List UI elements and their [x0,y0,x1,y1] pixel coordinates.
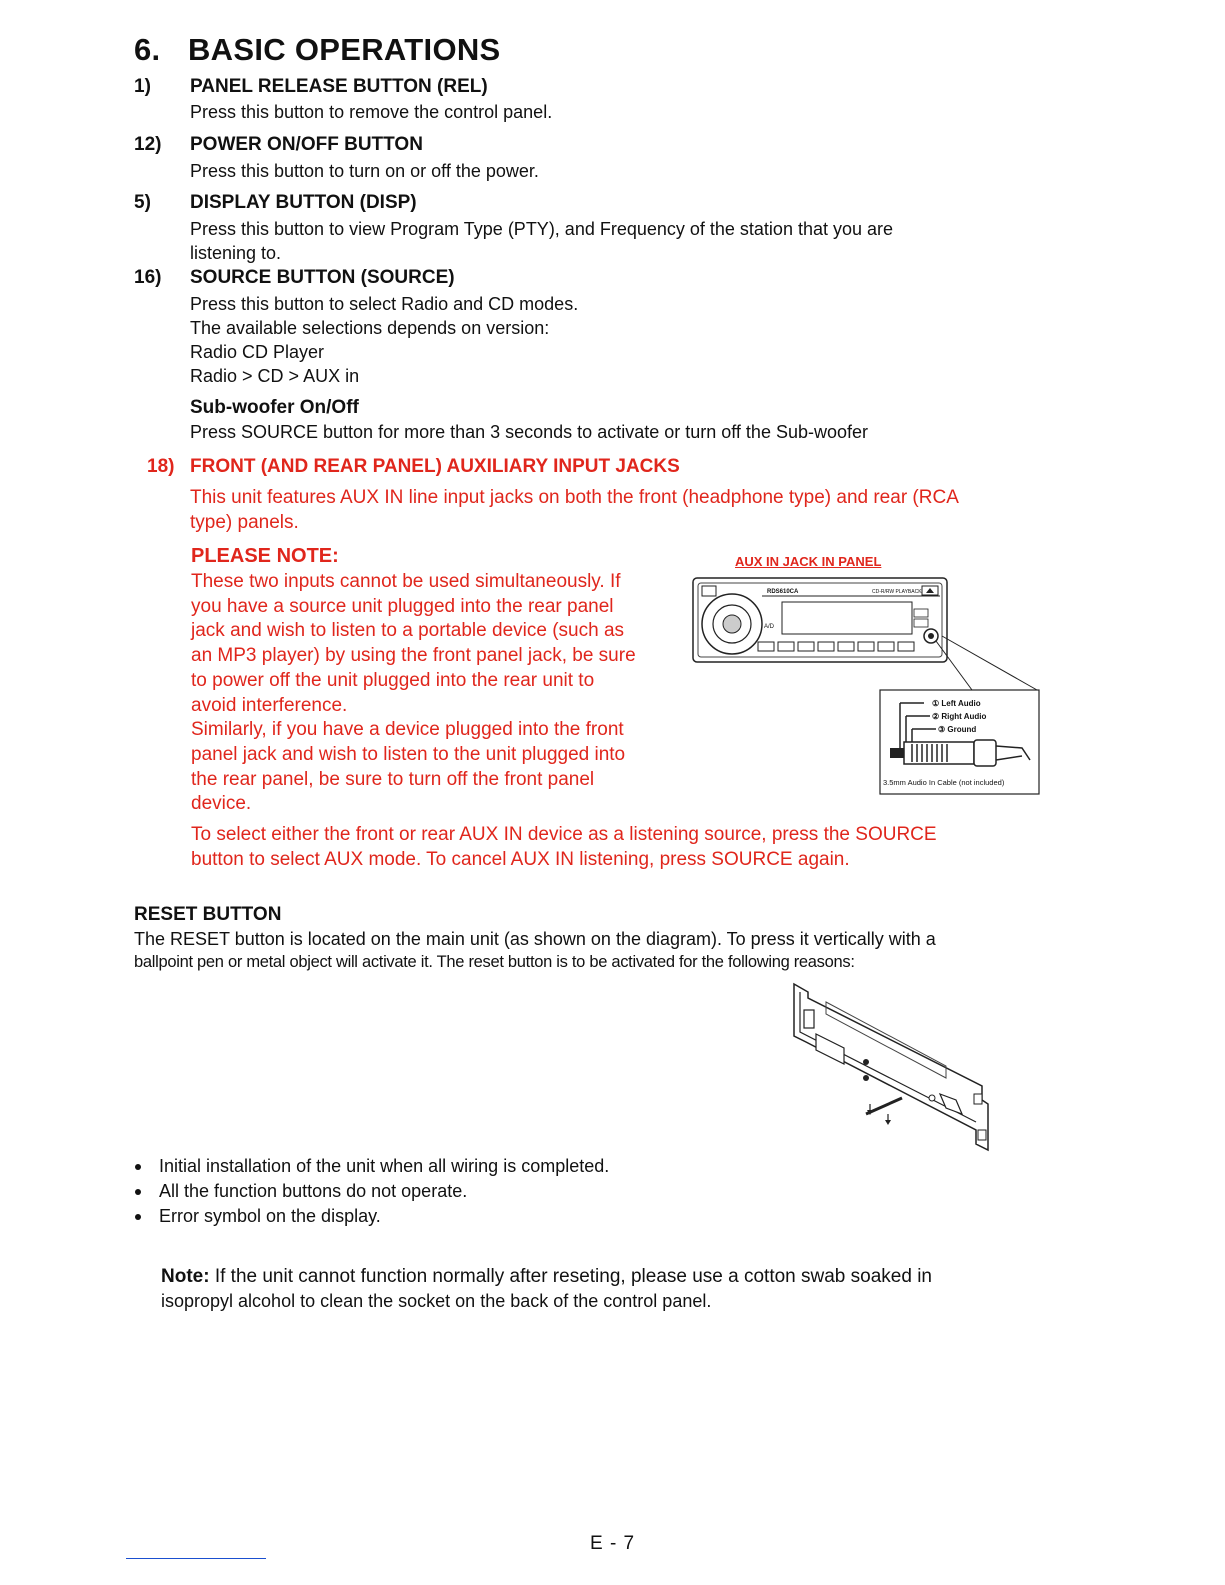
aux-final-text [191,822,937,872]
item-number: 5) [134,192,151,213]
text-line: listening to. [190,243,282,263]
item-number: 12) [134,134,162,155]
text-line: This unit features AUX IN line input jacks on both the front (headphone type) and rear (RCA [190,487,959,508]
item-text [190,292,578,388]
cable-label-ground: ③ Ground [938,725,977,734]
unit-model: RDS610CA [767,589,799,595]
sub-text: Press SOURCE button for more than 3 seconds to activate or turn off the Sub-woofer [190,422,869,442]
list-item: All the function buttons do not operate. [134,1179,609,1204]
text-line: to power off the unit plugged into the rear unit to [191,669,595,691]
text-line: Radio CD Player [190,342,325,362]
plug-tip [890,748,904,758]
item-text [190,217,893,265]
item-heading: PANEL RELEASE BUTTON (REL) [190,76,488,97]
pointer-line [942,636,1037,690]
item-heading: POWER ON/OFF BUTTON [190,134,423,155]
item-heading: FRONT (AND REAR PANEL) AUXILIARY INPUT JACKS [190,456,680,477]
text-line: panel jack and wish to listen to the unit plugged into [191,743,626,765]
reset-heading: RESET BUTTON [134,904,282,925]
note-text: isopropyl alcohol to clean the socket on the back of the control panel. [161,1291,712,1311]
arrow-head [885,1120,891,1125]
unit-text: CD-R/RW PLAYBACK [872,589,922,595]
cable-caption: 3.5mm Audio In Cable (not included) [883,778,1005,787]
text-line: Press this button to view Program Type (PTY), and Frequency of the station that you are [190,219,894,239]
reset-note [161,1264,1041,1314]
note-label: Note: [161,1266,210,1287]
item-number: 16) [134,267,162,288]
text-line: Radio > CD > AUX in [190,366,360,386]
screw [863,1075,869,1081]
pointer-line [936,641,972,690]
aux-panel-diagram [692,576,1052,798]
bracket-tab [978,1130,986,1140]
cable-label-left: ① Left Audio [932,699,981,708]
item-heading: DISPLAY BUTTON (DISP) [190,192,417,213]
plug-body [904,742,974,764]
text-line: ballpoint pen or metal object will activate it. The reset button is to be activated for the following reasons: [134,953,855,971]
reset-text [134,928,1054,974]
text-line: The RESET button is located on the main unit (as shown on the diagram). To press it vertically with a [134,929,936,949]
knob-center [723,615,741,633]
screw [863,1059,869,1065]
text-line: These two inputs cannot be used simultaneously. If [191,571,621,592]
bracket-tab [974,1094,982,1104]
reset-diagram [786,982,996,1154]
aux-diagram-label: AUX IN JACK IN PANEL [735,554,882,569]
footer-rule [126,1558,266,1559]
item-number: 18) [147,456,175,477]
page-title [134,32,501,68]
chassis-outline [794,984,988,1150]
reset-reasons-list [134,1154,609,1229]
sub-heading: Sub-woofer On/Off [190,397,359,418]
item-text: Press this button to remove the control panel. [190,102,553,122]
section-number: 6. [134,32,161,67]
text-line: button to select AUX mode. To cancel AUX IN listening, press SOURCE again. [191,849,850,870]
cable-label-right: ② Right Audio [932,712,987,721]
item-text: Press this button to turn on or off the power. [190,161,539,181]
logo-mark: A/D [764,624,775,630]
note-text: If the unit cannot function normally after reseting, please use a cotton swab soaked in [209,1266,932,1287]
item-heading: SOURCE BUTTON (SOURCE) [190,267,455,288]
aux-jack-hole [928,633,934,639]
text-line: avoid interference. [191,694,348,716]
plug-sleeve [974,740,996,766]
text-line: To select either the front or rear AUX IN device as a listening source, press the SOURCE [191,824,937,845]
please-note-text [191,570,636,817]
text-line: Press this button to select Radio and CD modes. [190,294,579,314]
section-title: BASIC OPERATIONS [188,32,501,67]
text-line: an MP3 player) by using the front panel jack, be sure [191,645,636,667]
text-line: Similarly, if you have a device plugged into the front [191,719,624,741]
list-item: Initial installation of the unit when all wiring is completed. [134,1154,609,1179]
text-line: you have a source unit plugged into the rear panel [191,595,614,617]
text-line: the rear panel, be sure to turn off the front panel [191,768,595,790]
chassis-clip [804,1010,814,1028]
text-line: jack and wish to listen to a portable device (such as [191,620,625,642]
item-number: 1) [134,76,151,97]
list-item: Error symbol on the display. [134,1204,609,1229]
reset-hole [929,1095,935,1101]
text-line: device. [191,793,252,815]
display-window [782,602,912,634]
please-note-heading: PLEASE NOTE: [191,545,339,567]
text-line: The available selections depends on version: [190,318,550,338]
page-number: E - 7 [590,1533,636,1554]
item-text [190,485,959,535]
text-line: type) panels. [190,512,299,533]
